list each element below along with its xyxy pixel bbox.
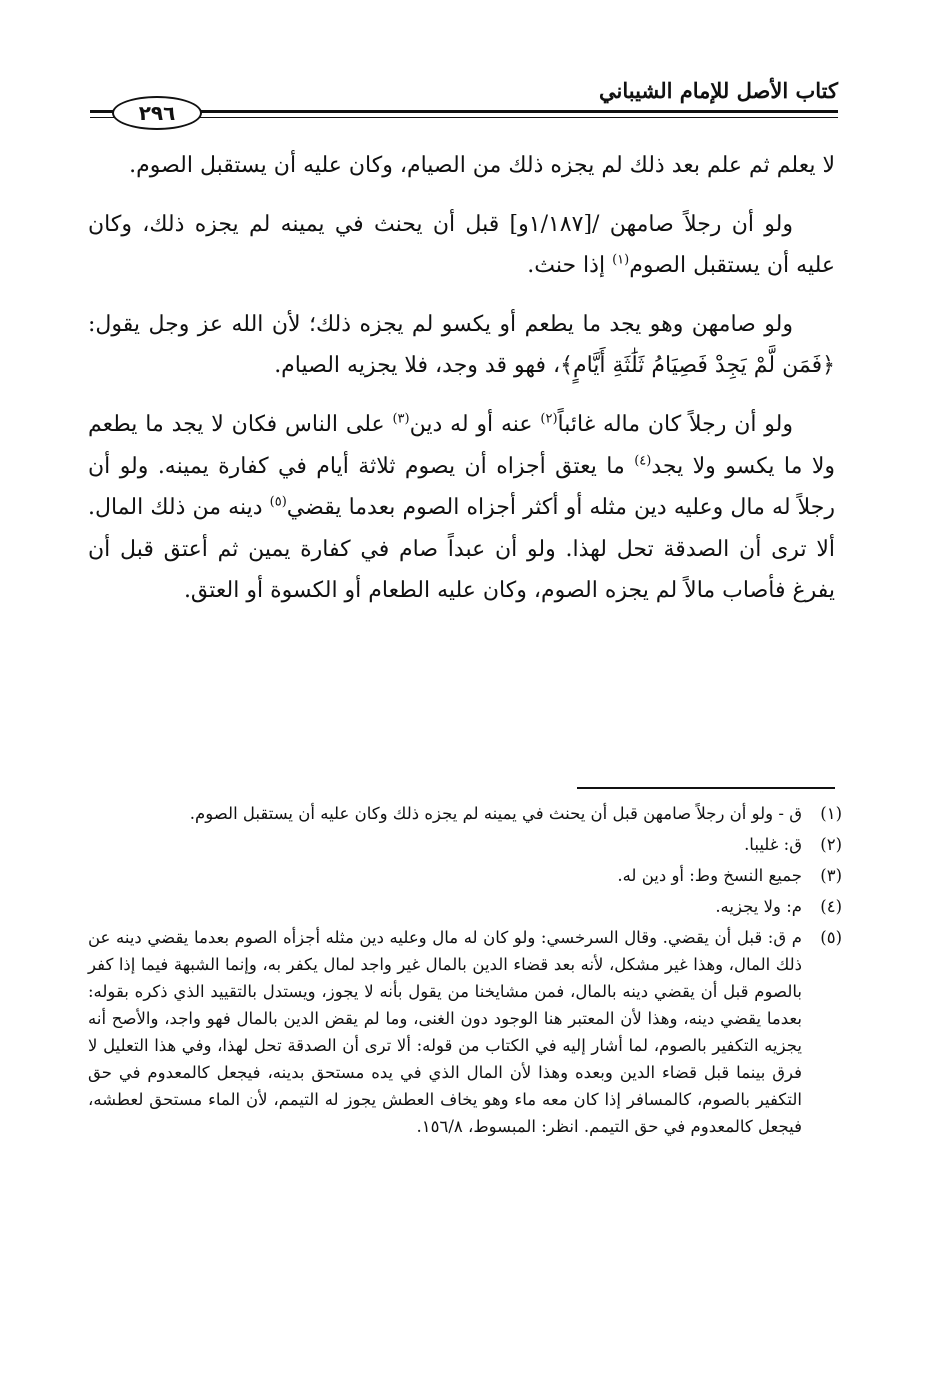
paragraph-2-text-1: ولو أن رجلاً صامهن /[١/١٨٧و] قبل أن يحنث في يمينه لم يجزه ذلك، وكان عليه أن يستقبل الصوم [88, 211, 835, 279]
paragraph-4-text-3: على الناس فكان لا يجد ما يطعم ولا ما يكسو ولا يجد [88, 411, 835, 479]
paragraph-4-text-4: ما يعتق أجزاه أن يصوم ثلاثة أيام في كفارة يمينه. ولو أن رجلاً له مال وعليه دين مثله أو أكثر أجزاه الصوم بعدما يقضي [88, 453, 835, 521]
footnote-ref-1: (١) [612, 252, 630, 268]
footnote-ref-4: (٤) [634, 453, 652, 469]
header-rule-thin [90, 117, 838, 118]
paragraph-1-text: لا يعلم ثم علم بعد ذلك لم يجزه ذلك من الصيام، وكان عليه أن يستقبل الصوم. [129, 153, 835, 178]
page-number: ٢٩٦ [112, 96, 202, 130]
paragraph-4-text-2: عنه أو له دين [409, 411, 541, 437]
footnote-ref-2: (٢) [540, 411, 558, 427]
footnote-ref-5: (٥) [269, 494, 287, 510]
footnote-text: م ق: قبل أن يقضي. وقال السرخسي: ولو كان له مال وعليه دين مثله أجزأه الصوم بعدما يقضي دينه عن ذلك المال، وهذا غير مشكل، لأنه بعد قضاء الدين بالمال غير واجد لمال يكفر به، وإنما الشبهة فيما إذا كفر بالصوم قبل أن يقضي دينه بالمال، فمن مشايخنا من يقول بأنه لا يجوز، ويستدل بالتقييد الذي ذكره بقوله: بعدما يقضي دينه، وهذا لأن المعتبر هنا الوجود دون الغنى، وما لم يقض الدين بالمال فهو واجد، والأصح أنه يجزيه التكفير بالصوم، لما أشار إليه في الكتاب من قوله: ألا ترى أن الصدقة تحل لهذا، وفي هذا التعليل لا فرق بينما قبل قضاء الدين وبعده وهذا لأن المال الذي في يده مستحق بدينه، فيجعل كالمعدوم في حق التكفير بالصوم، كالمسافر إذا كان معه ماء وهو يخاف العطش يجوز له التيمم، لأن الماء مستحق لعطشه، فيجعل كالمعدوم في حق التيمم. انظر: المبسوط، ١٥٦/٨. [88, 928, 802, 1136]
footnote-text: م: ولا يجزيه. [715, 897, 802, 916]
footnote-number: (٢) [820, 835, 842, 854]
page-header [90, 58, 838, 128]
footnote-number: (٤) [820, 897, 842, 916]
book-title: كتاب الأصل للإمام الشيباني [599, 78, 838, 103]
quran-verse: ﴿فَمَن لَّمْ يَجِدْ فَصِيَامُ ثَلَٰثَةِ أَيَّامٍ﴾ [560, 353, 835, 379]
paragraph-1 [88, 145, 835, 187]
footnote-text: ق - ولو أن رجلاً صامهن قبل أن يحنث في يمينه لم يجزه ذلك وكان عليه أن يستقبل الصوم. [189, 804, 802, 823]
footnote-4 [88, 893, 842, 920]
footnote-ref-3: (٣) [392, 411, 410, 427]
paragraph-2-text-2: إذا حنث. [527, 253, 613, 279]
footnote-number: (٥) [820, 928, 842, 947]
paragraph-4-text-1: ولو أن رجلاً كان ماله غائباً [557, 411, 793, 437]
paragraph-4 [88, 404, 835, 612]
footnote-separator [577, 787, 835, 789]
paragraph-3 [88, 304, 835, 387]
main-text [88, 145, 835, 629]
paragraph-4-text-5: دينه من ذلك المال. ألا ترى أن الصدقة تحل لهذا. ولو أن عبداً صام في كفارة يمين ثم أعتق قبل أن يفرغ فأصاب مالاً لم يجزه الصوم، وكان عليه الطعام أو الكسوة أو العتق. [88, 495, 835, 604]
paragraph-3-text-1: ولو صامهن وهو يجد ما يطعم أو يكسو لم يجزه ذلك؛ لأن الله عز وجل يقول: [88, 311, 793, 337]
paragraph-3-text-2: ، فهو قد وجد، فلا يجزيه الصيام. [274, 353, 561, 379]
footnote-text: جميع النسخ وط: أو دين له. [617, 866, 802, 885]
footnotes [88, 800, 842, 1144]
footnote-text: ق: غليبا. [744, 835, 802, 854]
paragraph-2 [88, 204, 835, 287]
footnote-3 [88, 862, 842, 889]
footnote-5 [88, 924, 842, 1140]
footnote-1 [88, 800, 842, 827]
footnote-2 [88, 831, 842, 858]
footnote-number: (٣) [820, 866, 842, 885]
header-rule-thick [90, 110, 838, 113]
footnote-number: (١) [820, 804, 842, 823]
